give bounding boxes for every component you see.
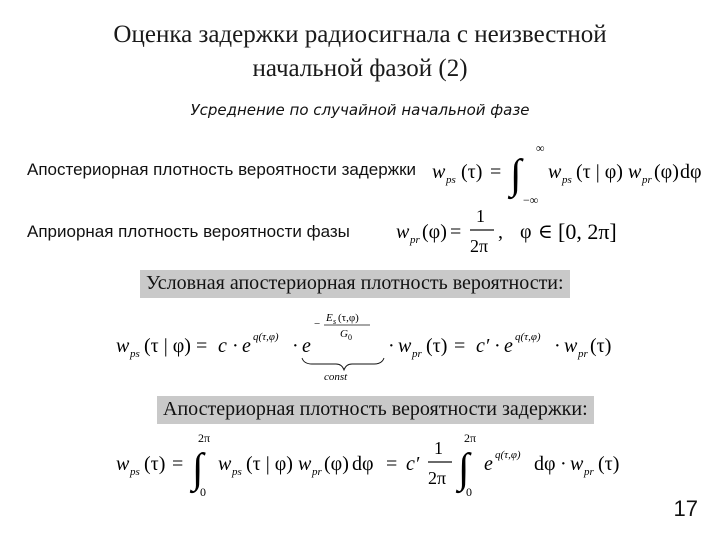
- f1-w3: w: [628, 161, 642, 183]
- f3-dot2: ·: [292, 335, 299, 357]
- f2-phi-arg: (φ): [422, 221, 447, 243]
- f3-e2: e: [302, 335, 311, 357]
- f4-denominator: 2π: [428, 468, 447, 488]
- f3-dot1: ·: [232, 335, 239, 357]
- conditional-density-formula: [112, 304, 622, 384]
- f3-e1: e: [242, 335, 251, 357]
- f4-q-exp: q(τ,φ): [495, 449, 521, 461]
- f3-w3: w: [564, 335, 578, 357]
- f2-eq: =: [450, 221, 462, 243]
- f3-const: const: [324, 371, 348, 383]
- page-number: 17: [673, 496, 698, 521]
- slide-subtitle: Усреднение по случайной начальной фазе: [190, 101, 530, 119]
- prior-phase-formula: [394, 204, 620, 262]
- f4-pr-sub: pr: [312, 466, 322, 478]
- f1-phi-arg: (φ): [654, 161, 679, 183]
- f4-e: e: [484, 453, 493, 475]
- f1-lower-limit: −∞: [523, 193, 539, 207]
- f1-w: w: [432, 161, 446, 183]
- f3-q-exp2: q(τ,φ): [515, 331, 541, 343]
- f4-w4: w: [570, 453, 584, 475]
- f3-cond: (τ | φ): [144, 335, 191, 357]
- f2-comma: ,: [498, 221, 503, 243]
- f3-w2: w: [398, 335, 412, 357]
- slide-title-line-1: Оценка задержки радиосигнала с неизвестной: [113, 21, 607, 48]
- f1-eq: =: [490, 161, 502, 183]
- f1-upper-limit: ∞: [536, 141, 545, 155]
- f2-elem: ∈: [538, 221, 553, 243]
- slide-title-line-2: начальной фазой (2): [252, 55, 468, 82]
- f4-lower2: 0: [466, 485, 472, 499]
- f4-eq: =: [172, 453, 184, 475]
- conditional-density-box: Условная апостериорная плотность вероятности:: [140, 270, 570, 298]
- f2-pr-sub: pr: [410, 234, 420, 246]
- f4-numerator: 1: [434, 438, 443, 458]
- f4-upper2: 2π: [464, 431, 477, 445]
- f4-cond: (τ | φ): [246, 453, 293, 475]
- f4-dphi: dφ: [352, 453, 374, 475]
- f1-dphi: dφ: [680, 161, 702, 183]
- f4-dphi2: dφ: [534, 453, 556, 475]
- f4-w2: w: [218, 453, 232, 475]
- f3-Es-sub: s: [333, 317, 337, 326]
- f3-G0: G: [340, 328, 348, 340]
- f3-tau-arg2: (τ): [590, 335, 612, 357]
- f3-Es: E: [326, 312, 333, 324]
- f3-q-exp1: q(τ,φ): [253, 331, 279, 343]
- f4-upper1: 2π: [198, 431, 211, 445]
- f1-ps-sub2: ps: [562, 174, 572, 186]
- f2-interval: [0, 2π]: [558, 219, 617, 244]
- f3-pr-sub: pr: [412, 348, 422, 360]
- f1-cond: (τ | φ): [576, 161, 623, 183]
- f1-pr-sub: pr: [642, 174, 652, 186]
- slide-title: [0, 18, 720, 86]
- f3-eq: =: [196, 335, 208, 357]
- f4-lower1: 0: [200, 485, 206, 499]
- f4-w3: w: [298, 453, 312, 475]
- f3-ps-sub: ps: [130, 348, 140, 360]
- posterior-delay-formula: [430, 138, 720, 212]
- f4-w: w: [116, 453, 130, 475]
- f4-tau-arg2: (τ): [598, 453, 620, 475]
- f3-c: c: [218, 335, 227, 357]
- prior-phase-label: Априорная плотность вероятности фазы: [27, 222, 350, 241]
- f3-eq2: =: [454, 335, 466, 357]
- f4-pr-sub2: pr: [584, 466, 594, 478]
- f3-dot4: ·: [494, 335, 501, 357]
- f3-G0-sub: 0: [348, 333, 352, 342]
- f2-phi: φ: [520, 221, 532, 243]
- posterior-delay-result-formula: [114, 428, 640, 502]
- f2-denominator: 2π: [470, 236, 489, 256]
- f4-ps-sub2: ps: [232, 466, 242, 478]
- f2-w: w: [396, 221, 410, 243]
- f4-integral2: ∫: [458, 446, 470, 492]
- f3-Es-arg: (τ,φ): [338, 312, 359, 324]
- f4-phi-arg: (φ): [324, 453, 349, 475]
- f3-tau-arg: (τ): [426, 335, 448, 357]
- f4-eq2: =: [386, 453, 398, 475]
- f3-e3: e: [504, 335, 513, 357]
- f4-c-prime: c′: [406, 453, 420, 475]
- f4-tau-arg: (τ): [144, 453, 166, 475]
- f3-dot3: ·: [388, 335, 395, 357]
- f4-integral1: ∫: [192, 446, 204, 492]
- f1-tau-arg: (τ): [461, 161, 483, 183]
- f3-w: w: [116, 335, 130, 357]
- f3-underbrace: [302, 358, 384, 370]
- f4-dot: ·: [560, 453, 567, 475]
- f3-dot5: ·: [554, 335, 561, 357]
- f4-ps-sub: ps: [130, 466, 140, 478]
- f1-integral: ∫: [510, 152, 522, 198]
- posterior-delay-box: Апостериорная плотность вероятности задержки:: [157, 396, 594, 424]
- f3-c-prime: c′: [476, 335, 490, 357]
- f3-pr-sub2: pr: [578, 348, 588, 360]
- f1-ps-sub: ps: [446, 174, 456, 186]
- posterior-delay-label: Апостериорная плотность вероятности задержки: [27, 160, 416, 179]
- f3-minus: −: [314, 318, 321, 330]
- f2-numerator: 1: [476, 206, 485, 226]
- f1-w2: w: [548, 161, 562, 183]
